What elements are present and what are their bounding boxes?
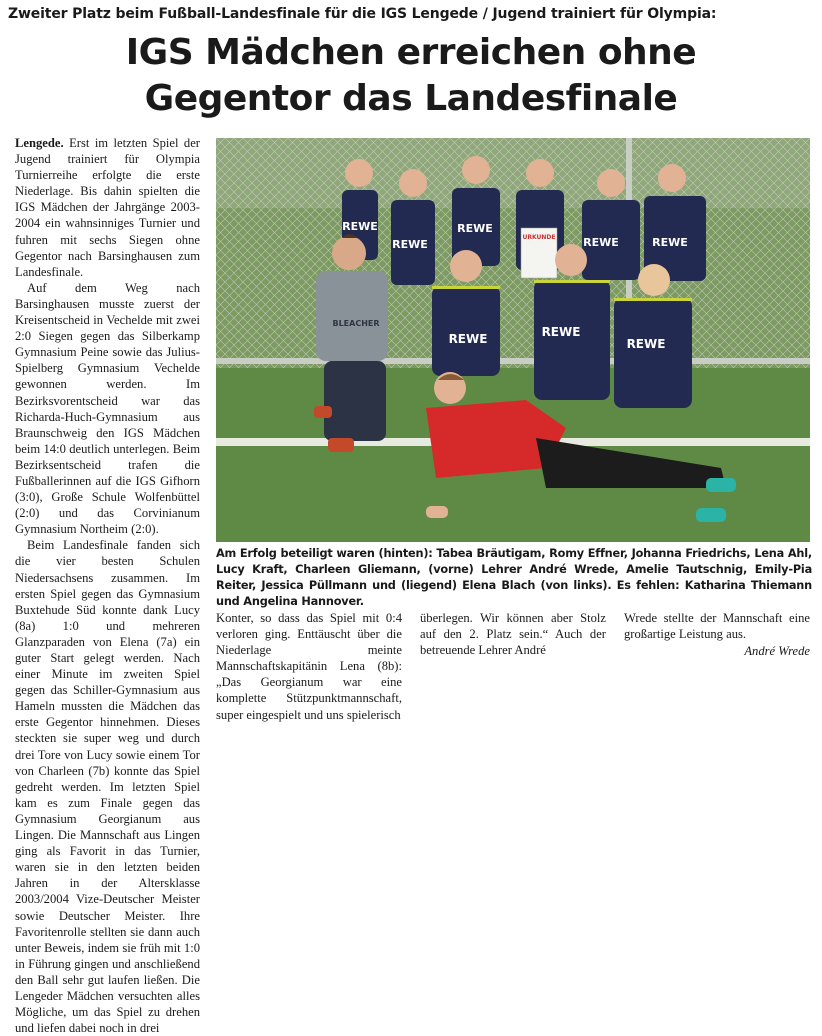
article-paragraph-2: Auf dem Weg nach Barsinghausen musste zuerst der Kreisentscheid in Vechelde mit zwei 2:0 Siegen gegen das Silberkamp Gymnasium Peine sowie das Julius-Spielberg Gymnasium Vechelde gewonnen werden. Im Bezirksvorentscheid war das Richarda-Huch-Gymnasium aus Braunschweig den IGS Mädchen beim 14:0 deutlich unterlegen. Beim Bezirksentscheid trafen die Fußballerinnen auf die IGS Gifhorn (3:0), Große Schule Wolfenbüttel (2:0) und das Corvinianum Gymnasium Northeim (2:0). — [15, 280, 200, 537]
article-column-1 — [15, 135, 200, 1036]
article-column-2 — [216, 610, 402, 723]
jersey-text: REWE — [626, 337, 666, 351]
certificate-text: URKUNDE — [522, 234, 556, 241]
team-photo — [216, 138, 810, 542]
article-paragraph-3: Beim Landesfinale fanden sich die vier besten Schulen Niedersachsens zusammen. Im ersten Spiel gegen das Gymnasium Buxtehude Süd konnte dank Lucy (8a) 1:0 und mehreren Glanzparaden von Elena (7a) ein guter Start gelegt werden. Nach einer Minute im zweiten Spiel gegen das Schiller-Gymnasium aus Hameln mussten die Mädchen das erste Gegentor hinnehmen. Dieses steckten sie super weg und durch drei Tore von Lucy sowie einem Tor von Charleen (7b) konnte das Spiel gedreht werden. Im letzten Spiel kam es zum Finale gegen das Gymnasium Georgianum aus Lingen. Die Mannschaft aus Lingen ging als Favorit in das Turnier, waren sie in den letzten beiden Jahren in der Altersklasse 2003/2004 Vize-Deutscher Meister sowie Deutscher Meister. Ihre Favoritenrolle stellten sie dann auch unter Beweis, indem sie früh mit 1:0 in Führung gingen und anschließend den Ball sehr gut laufen ließen. Die Lengeder Mädchen versuchten alles Mögliche, um das Spiel zu drehen und liefen dabei noch in drei — [15, 538, 200, 1036]
headline-line-1: IGS Mädchen erreichen ohne — [125, 32, 697, 73]
paragraph-1-text: Erst im letzten Spiel der Jugend trainiert für Olympia Turnierreihe erfolgte die erste Niederlage. Bis dahin spielten die IGS Mädchen der Jahrgänge 2003-2004 ein wahnsinniges Turnier und fuhren mit sechs Siegen ohne Gegentor nach Barsinghausen zum Landesfinale. — [15, 136, 200, 279]
article-headline — [0, 30, 822, 122]
column-3-text: überlegen. Wir können aber Stolz auf den 2. Platz sein.“ Auch der betreuende Lehrer André — [420, 611, 606, 658]
article-paragraph-1 — [15, 135, 200, 280]
jersey-text: REWE — [652, 236, 688, 249]
jersey-text: REWE — [541, 325, 581, 339]
jersey-text: REWE — [583, 236, 619, 249]
article-column-3 — [420, 610, 606, 658]
photo-caption: Am Erfolg beteiligt waren (hinten): Tabea Bräutigam, Romy Effner, Johanna Friedrichs, Lena Ahl, Lucy Kraft, Charleen Gliemann, (vorne) Lehrer André Wrede, Amelie Tautschnig, Emily-Pia Reiter, Jessica Püllmann und (liegend) Elena Blach (von links). Es fehlen: Katharina Thiemann und Angelina Hannover. — [216, 547, 812, 608]
column-2-text: Konter, so dass das Spiel mit 0:4 verloren ging. Enttäuscht über die Niederlage meinte Mannschaftskapitänin Lena (8b): „Das Georgianum war eine komplette Stützpunktmannschaft, super eingespielt und uns spielerisch — [216, 611, 402, 722]
jersey-text: REWE — [448, 332, 488, 346]
author-credit: André Wrede — [744, 644, 810, 659]
dateline: Lengede. — [15, 136, 64, 150]
goal-net — [216, 138, 810, 368]
teacher-shirt-text: BLEACHER — [332, 319, 380, 328]
goal-frame — [216, 358, 810, 364]
jersey-text: REWE — [457, 222, 493, 235]
column-4-text: Wrede stellte der Mannschaft eine großartige Leistung aus. — [624, 611, 810, 642]
article-kicker: Zweiter Platz beim Fußball-Landesfinale für die IGS Lengede / Jugend trainiert für Olympia: — [8, 6, 717, 22]
article-column-4 — [624, 610, 810, 659]
jersey-text: REWE — [342, 220, 378, 233]
headline-line-2: Gegentor das Landesfinale — [144, 78, 678, 119]
jersey-text: REWE — [392, 238, 428, 251]
